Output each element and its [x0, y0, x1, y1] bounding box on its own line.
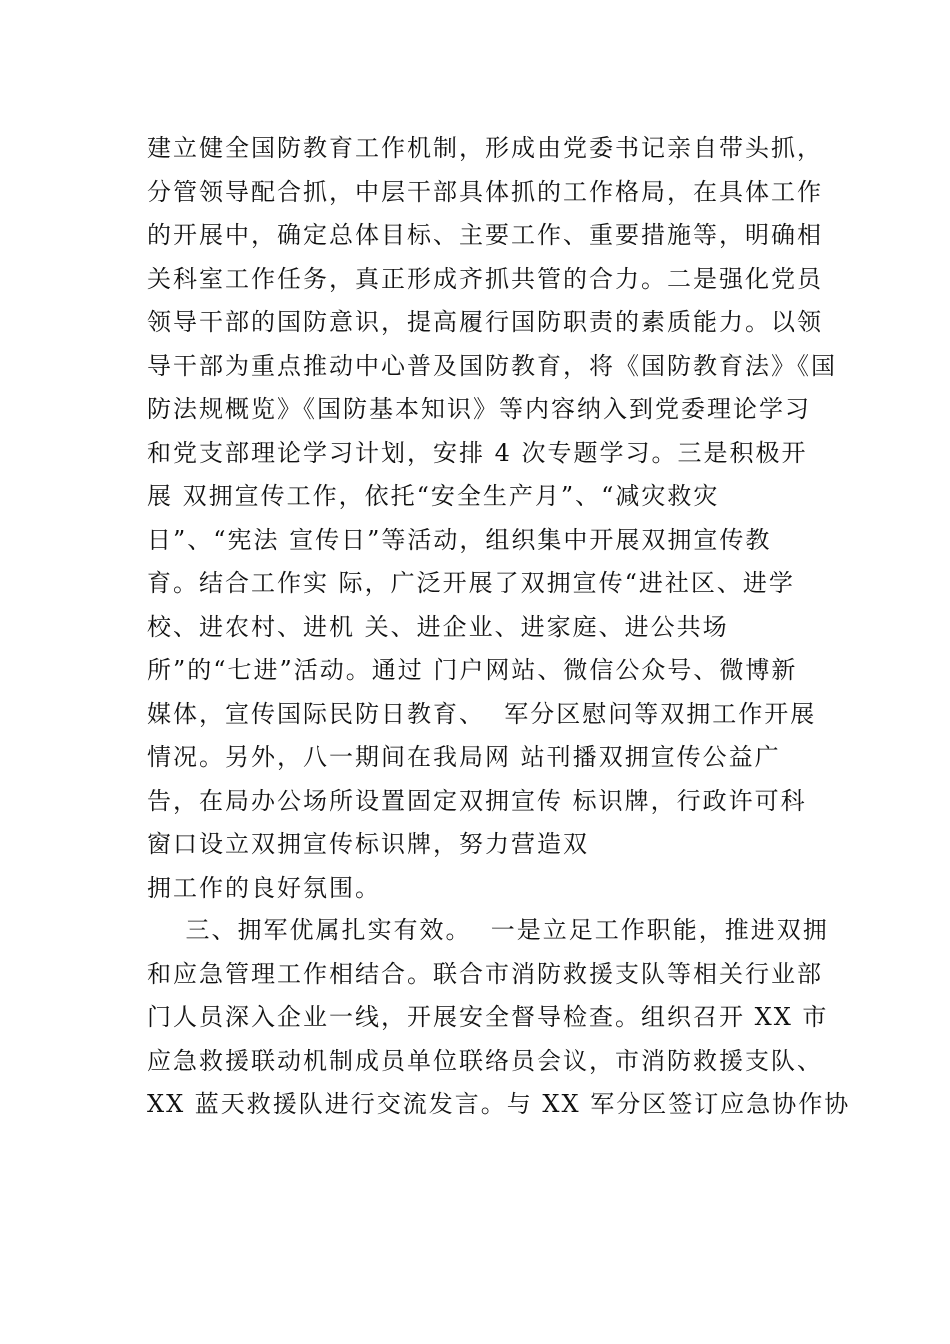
text-line: 领导干部的国防意识，提高履行国防职责的素质能力。以领: [147, 308, 823, 336]
text-line: 门人员深入企业一线，开展安全督导检查。组织召开 XX 市: [147, 1003, 829, 1031]
text-line: 告，在局办公场所设置固定双拥宣传 标识牌，行政许可科: [147, 786, 807, 815]
text-line: 展 双拥宣传工作，依托“安全生产月”、“减灾救灾: [147, 482, 720, 510]
text-line: 分管领导配合抓，中层干部具体抓的工作格局，在具体工作: [147, 177, 823, 206]
text-line: 应急救援联动机制成员单位联络员会议，市消防救援支队、: [147, 1046, 823, 1075]
text-line: 情况。另外，八一期间在我局网 站刊播双拥宣传公益广: [147, 743, 781, 771]
text-line: 日”、“宪法 宣传日”等活动，组织集中开展双拥宣传教: [147, 525, 772, 554]
text-line: 关科室工作任务，真正形成齐抓共管的合力。二是强化党员: [147, 264, 823, 293]
text-line: XX 蓝天救援队进行交流发言。与 XX 军分区签订应急协作协: [147, 1090, 851, 1118]
text-line: 育。结合工作实 际，广泛开展了双拥宣传“进社区、进学: [147, 569, 795, 597]
text-line: 拥工作的良好氛围。: [147, 873, 381, 902]
text-line: 导干部为重点推动中心普及国防教育，将《国防教育法》《国: [147, 351, 837, 380]
text-line: 防法规概览》《国防基本知识》等内容纳入到党委理论学习: [147, 395, 811, 423]
text-line: 三、拥军优属扎实有效。 一是立足工作职能，推进双拥: [147, 916, 829, 944]
text-line: 建立健全国防教育工作机制，形成由党委书记亲自带头抓，: [147, 134, 823, 162]
text-line: 和应急管理工作相结合。联合市消防救援支队等相关行业部: [147, 959, 823, 988]
text-line: 和党支部理论学习计划，安排 4 次专题学习。三是积极开: [147, 438, 808, 467]
paragraph-support-military: [147, 909, 851, 1127]
text-line: 的开展中，确定总体目标、主要工作、重要措施等，明确相: [147, 221, 823, 249]
text-line: 媒体，宣传国际民防日教育、 军分区慰问等双拥工作开展: [147, 699, 817, 728]
text-line: 校、进农村、进机 关、进企业、进家庭、进公共场: [147, 612, 729, 641]
paragraph-national-defense-education: [147, 127, 837, 910]
text-line: 所”的“七进”活动。通过 门户网站、微信公众号、微博新: [147, 656, 798, 684]
text-line: 窗口设立双拥宣传标识牌，努力营造双: [147, 830, 589, 858]
